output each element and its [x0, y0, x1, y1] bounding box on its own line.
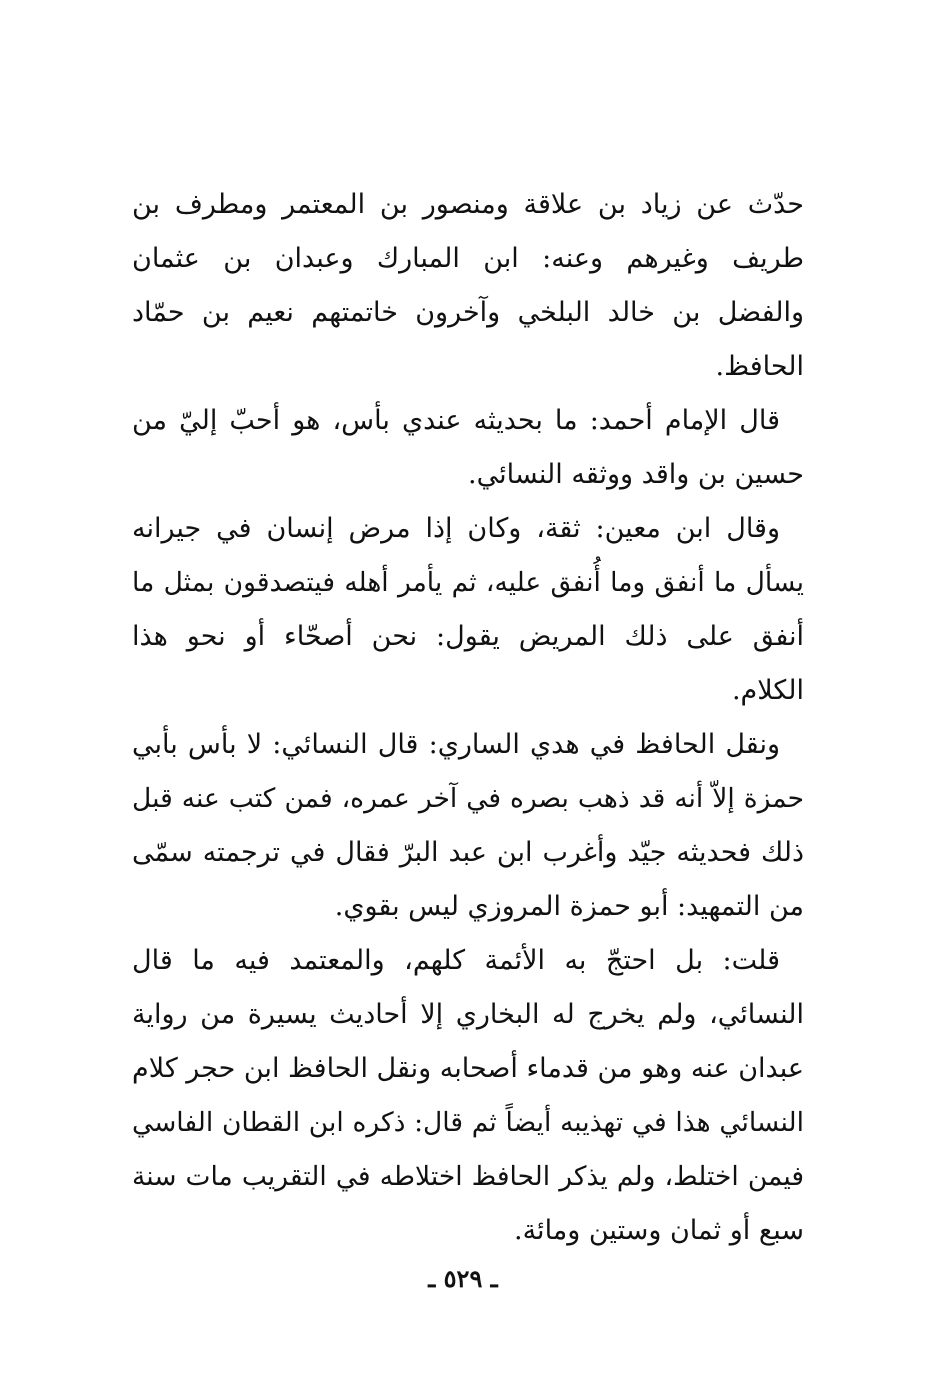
text-line: الكلام. [731, 675, 804, 706]
paragraph-5 [132, 934, 804, 1258]
text-line: سبع أو ثمان وستين ومائة. [514, 1215, 804, 1246]
text-line: طريف وغيرهم وعنه: ابن المبارك وعبدان بن عثمان [132, 243, 804, 274]
text-line: قال الإمام أحمد: ما بحديثه عندي بأس، هو أحبّ إليّ من [132, 405, 780, 436]
paragraph-4 [132, 718, 804, 934]
paragraph-3 [132, 502, 804, 718]
text-line: والفضل بن خالد البلخي وآخرون خاتمتهم نعيم بن حمّاد [132, 297, 804, 328]
text-line: يسأل ما أنفق وما أُنفق عليه، ثم يأمر أهله فيتصدقون بمثل ما [132, 567, 804, 598]
paragraph-1 [132, 178, 804, 394]
text-line: حسين بن واقد ووثقه النسائي. [467, 459, 804, 490]
text-line: النسائي، ولم يخرج له البخاري إلا أحاديث يسيرة من رواية [132, 999, 804, 1030]
page-number: ـ ٥٢٩ ـ [428, 1264, 498, 1293]
text-line: فيمن اختلط، ولم يذكر الحافظ اختلاطه في التقريب مات سنة [132, 1161, 804, 1192]
text-line: النسائي هذا في تهذيبه أيضاً ثم قال: ذكره ابن القطان الفاسي [132, 1107, 804, 1138]
text-line: ونقل الحافظ في هدي الساري: قال النسائي: لا بأس بأبي [132, 729, 780, 760]
text-line: حمزة إلاّ أنه قد ذهب بصره في آخر عمره، فمن كتب عنه قبل [132, 783, 804, 814]
text-line: من التمهيد: أبو حمزة المروزي ليس بقوي. [334, 891, 804, 922]
text-body [132, 178, 804, 1258]
text-line: أنفق على ذلك المريض يقول: نحن أصحّاء أو نحو هذا [132, 621, 804, 652]
text-line: ذلك فحديثه جيّد وأغرب ابن عبد البرّ فقال في ترجمته سمّى [132, 837, 804, 868]
text-line: وقال ابن معين: ثقة، وكان إذا مرض إنسان في جيرانه [132, 513, 780, 544]
paragraph-2 [132, 394, 804, 502]
text-line: حدّث عن زياد بن علاقة ومنصور بن المعتمر ومطرف بن [132, 189, 804, 220]
text-line: قلت: بل احتجّ به الأئمة كلهم، والمعتمد فيه ما قال [132, 945, 780, 976]
text-line: الحافظ. [715, 351, 804, 382]
text-line: عبدان عنه وهو من قدماء أصحابه ونقل الحافظ ابن حجر كلام [132, 1053, 804, 1084]
